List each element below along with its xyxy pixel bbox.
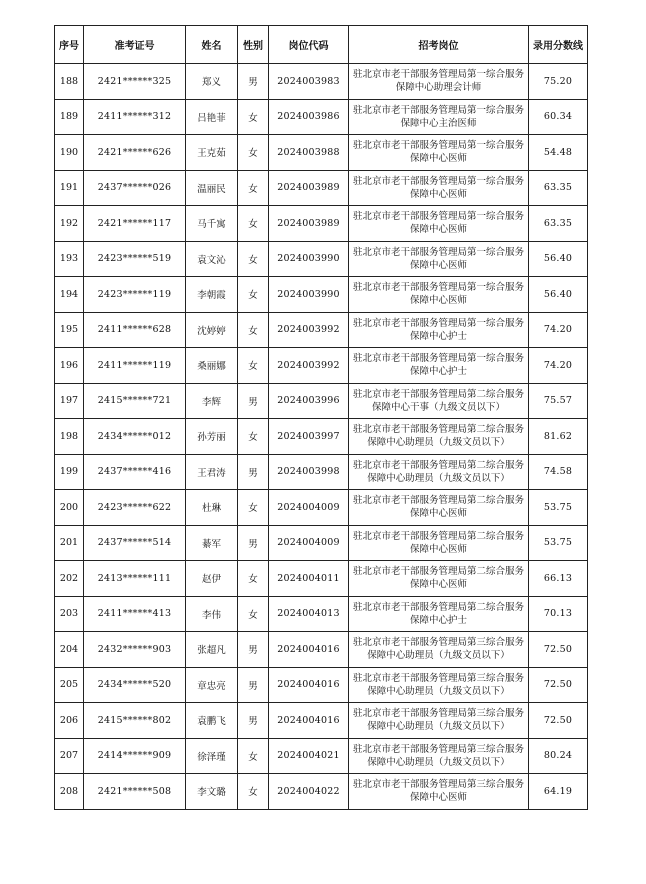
table-header-row	[55, 26, 588, 64]
cell-score: 53.75	[529, 490, 588, 526]
cell-post: 驻北京市老干部服务管理局第三综合服务保障中心助理员（九级文员以下）	[349, 667, 529, 703]
cell-post: 驻北京市老干部服务管理局第一综合服务保障中心医师	[349, 277, 529, 313]
cell-post: 驻北京市老干部服务管理局第二综合服务保障中心助理员（九级文员以下）	[349, 419, 529, 455]
cell-name: 袁文沁	[186, 241, 238, 277]
cell-seq: 189	[55, 99, 84, 135]
cell-post-code: 2024004022	[269, 774, 349, 810]
cell-seq: 196	[55, 348, 84, 384]
cell-post-code: 2024004011	[269, 561, 349, 597]
cell-exam-id: 2415******802	[84, 703, 186, 739]
cell-score: 60.34	[529, 99, 588, 135]
cell-name: 吕艳菲	[186, 99, 238, 135]
cell-exam-id: 2411******628	[84, 312, 186, 348]
cell-gender: 女	[238, 738, 269, 774]
cell-exam-id: 2434******012	[84, 419, 186, 455]
table-row	[55, 490, 588, 526]
cell-score: 56.40	[529, 277, 588, 313]
table-row	[55, 703, 588, 739]
cell-name: 赵伊	[186, 561, 238, 597]
cell-name: 王君涛	[186, 454, 238, 490]
cell-post-code: 2024003990	[269, 277, 349, 313]
cell-gender: 女	[238, 99, 269, 135]
header-gender: 性别	[238, 26, 269, 64]
cell-name: 章忠亮	[186, 667, 238, 703]
cell-post: 驻北京市老干部服务管理局第二综合服务保障中心护士	[349, 596, 529, 632]
cell-score: 80.24	[529, 738, 588, 774]
admission-score-table	[54, 25, 588, 810]
cell-exam-id: 2421******508	[84, 774, 186, 810]
cell-seq: 195	[55, 312, 84, 348]
cell-post: 驻北京市老干部服务管理局第一综合服务保障中心医师	[349, 206, 529, 242]
cell-exam-id: 2414******909	[84, 738, 186, 774]
cell-seq: 191	[55, 170, 84, 206]
cell-name: 沈婷婷	[186, 312, 238, 348]
cell-seq: 203	[55, 596, 84, 632]
cell-post-code: 2024004016	[269, 703, 349, 739]
table-row	[55, 454, 588, 490]
cell-post: 驻北京市老干部服务管理局第一综合服务保障中心医师	[349, 241, 529, 277]
cell-post: 驻北京市老干部服务管理局第二综合服务保障中心医师	[349, 525, 529, 561]
cell-exam-id: 2421******117	[84, 206, 186, 242]
cell-post-code: 2024004013	[269, 596, 349, 632]
cell-post-code: 2024004009	[269, 525, 349, 561]
cell-name: 桑丽娜	[186, 348, 238, 384]
cell-exam-id: 2423******519	[84, 241, 186, 277]
table-row	[55, 206, 588, 242]
table-row	[55, 738, 588, 774]
cell-score: 74.58	[529, 454, 588, 490]
table-row	[55, 561, 588, 597]
cell-seq: 194	[55, 277, 84, 313]
cell-post-code: 2024003989	[269, 206, 349, 242]
cell-post: 驻北京市老干部服务管理局第二综合服务保障中心助理员（九级文员以下）	[349, 454, 529, 490]
cell-gender: 男	[238, 454, 269, 490]
cell-score: 64.19	[529, 774, 588, 810]
cell-gender: 女	[238, 277, 269, 313]
table-row	[55, 312, 588, 348]
cell-post: 驻北京市老干部服务管理局第三综合服务保障中心医师	[349, 774, 529, 810]
cell-exam-id: 2437******514	[84, 525, 186, 561]
cell-exam-id: 2411******119	[84, 348, 186, 384]
cell-gender: 女	[238, 348, 269, 384]
cell-post-code: 2024003990	[269, 241, 349, 277]
cell-score: 53.75	[529, 525, 588, 561]
cell-gender: 女	[238, 241, 269, 277]
cell-post-code: 2024003992	[269, 312, 349, 348]
cell-score: 72.50	[529, 703, 588, 739]
cell-post-code: 2024004016	[269, 667, 349, 703]
cell-exam-id: 2437******416	[84, 454, 186, 490]
header-seq: 序号	[55, 26, 84, 64]
cell-post-code: 2024004016	[269, 632, 349, 668]
cell-score: 63.35	[529, 170, 588, 206]
cell-seq: 192	[55, 206, 84, 242]
cell-gender: 女	[238, 774, 269, 810]
cell-gender: 女	[238, 135, 269, 171]
cell-gender: 男	[238, 525, 269, 561]
table-row	[55, 667, 588, 703]
cell-gender: 男	[238, 64, 269, 100]
cell-score: 63.35	[529, 206, 588, 242]
table-row	[55, 632, 588, 668]
cell-gender: 女	[238, 206, 269, 242]
header-post: 招考岗位	[349, 26, 529, 64]
cell-post: 驻北京市老干部服务管理局第一综合服务保障中心医师	[349, 170, 529, 206]
cell-seq: 201	[55, 525, 84, 561]
cell-name: 李辉	[186, 383, 238, 419]
cell-seq: 202	[55, 561, 84, 597]
header-post-code: 岗位代码	[269, 26, 349, 64]
cell-exam-id: 2432******903	[84, 632, 186, 668]
cell-post: 驻北京市老干部服务管理局第一综合服务保障中心护士	[349, 348, 529, 384]
cell-post: 驻北京市老干部服务管理局第一综合服务保障中心医师	[349, 135, 529, 171]
cell-seq: 198	[55, 419, 84, 455]
cell-name: 张超凡	[186, 632, 238, 668]
cell-score: 75.20	[529, 64, 588, 100]
cell-name: 李伟	[186, 596, 238, 632]
cell-seq: 200	[55, 490, 84, 526]
cell-post-code: 2024003992	[269, 348, 349, 384]
cell-name: 王克茹	[186, 135, 238, 171]
table-row	[55, 99, 588, 135]
cell-gender: 女	[238, 490, 269, 526]
cell-gender: 女	[238, 561, 269, 597]
cell-post-code: 2024004021	[269, 738, 349, 774]
cell-score: 75.57	[529, 383, 588, 419]
cell-post: 驻北京市老干部服务管理局第三综合服务保障中心助理员（九级文员以下）	[349, 738, 529, 774]
cell-score: 74.20	[529, 348, 588, 384]
cell-seq: 190	[55, 135, 84, 171]
cell-post: 驻北京市老干部服务管理局第一综合服务保障中心护士	[349, 312, 529, 348]
cell-post-code: 2024003997	[269, 419, 349, 455]
cell-name: 马千寓	[186, 206, 238, 242]
cell-score: 66.13	[529, 561, 588, 597]
table-row	[55, 170, 588, 206]
cell-post: 驻北京市老干部服务管理局第三综合服务保障中心助理员（九级文员以下）	[349, 703, 529, 739]
cell-post: 驻北京市老干部服务管理局第一综合服务保障中心助理会计师	[349, 64, 529, 100]
cell-score: 70.13	[529, 596, 588, 632]
cell-post: 驻北京市老干部服务管理局第二综合服务保障中心干事（九级文员以下）	[349, 383, 529, 419]
cell-post: 驻北京市老干部服务管理局第三综合服务保障中心助理员（九级文员以下）	[349, 632, 529, 668]
cell-seq: 193	[55, 241, 84, 277]
header-exam-id: 准考证号	[84, 26, 186, 64]
cell-name: 孙芳丽	[186, 419, 238, 455]
cell-post: 驻北京市老干部服务管理局第二综合服务保障中心医师	[349, 490, 529, 526]
cell-name: 郑义	[186, 64, 238, 100]
cell-exam-id: 2423******119	[84, 277, 186, 313]
cell-seq: 206	[55, 703, 84, 739]
cell-gender: 女	[238, 312, 269, 348]
table-row	[55, 419, 588, 455]
cell-name: 綦军	[186, 525, 238, 561]
cell-exam-id: 2421******325	[84, 64, 186, 100]
cell-name: 李朝霞	[186, 277, 238, 313]
cell-exam-id: 2423******622	[84, 490, 186, 526]
table-row	[55, 348, 588, 384]
cell-name: 袁鹏飞	[186, 703, 238, 739]
cell-name: 杜琳	[186, 490, 238, 526]
table-row	[55, 277, 588, 313]
cell-score: 54.48	[529, 135, 588, 171]
cell-exam-id: 2411******413	[84, 596, 186, 632]
table-row	[55, 383, 588, 419]
cell-post-code: 2024003988	[269, 135, 349, 171]
cell-gender: 男	[238, 383, 269, 419]
cell-name: 徐泽瑾	[186, 738, 238, 774]
cell-post: 驻北京市老干部服务管理局第一综合服务保障中心主治医师	[349, 99, 529, 135]
cell-post: 驻北京市老干部服务管理局第二综合服务保障中心医师	[349, 561, 529, 597]
cell-gender: 女	[238, 596, 269, 632]
cell-exam-id: 2411******312	[84, 99, 186, 135]
cell-score: 74.20	[529, 312, 588, 348]
header-name: 姓名	[186, 26, 238, 64]
cell-post-code: 2024003983	[269, 64, 349, 100]
table-row	[55, 135, 588, 171]
cell-score: 81.62	[529, 419, 588, 455]
cell-seq: 208	[55, 774, 84, 810]
cell-gender: 男	[238, 703, 269, 739]
cell-gender: 男	[238, 632, 269, 668]
cell-post-code: 2024003996	[269, 383, 349, 419]
cell-seq: 197	[55, 383, 84, 419]
cell-name: 温丽民	[186, 170, 238, 206]
cell-seq: 207	[55, 738, 84, 774]
cell-exam-id: 2413******111	[84, 561, 186, 597]
cell-exam-id: 2415******721	[84, 383, 186, 419]
cell-seq: 199	[55, 454, 84, 490]
cell-exam-id: 2421******626	[84, 135, 186, 171]
table-row	[55, 596, 588, 632]
cell-exam-id: 2437******026	[84, 170, 186, 206]
cell-gender: 女	[238, 419, 269, 455]
cell-score: 56.40	[529, 241, 588, 277]
header-score: 录用分数线	[529, 26, 588, 64]
table-row	[55, 241, 588, 277]
cell-gender: 女	[238, 170, 269, 206]
cell-post-code: 2024003998	[269, 454, 349, 490]
cell-exam-id: 2434******520	[84, 667, 186, 703]
table-row	[55, 64, 588, 100]
cell-seq: 205	[55, 667, 84, 703]
cell-score: 72.50	[529, 632, 588, 668]
cell-seq: 188	[55, 64, 84, 100]
table-row	[55, 774, 588, 810]
cell-post-code: 2024003986	[269, 99, 349, 135]
cell-post-code: 2024004009	[269, 490, 349, 526]
table-row	[55, 525, 588, 561]
cell-score: 72.50	[529, 667, 588, 703]
cell-gender: 男	[238, 667, 269, 703]
cell-seq: 204	[55, 632, 84, 668]
cell-post-code: 2024003989	[269, 170, 349, 206]
cell-name: 李文璐	[186, 774, 238, 810]
